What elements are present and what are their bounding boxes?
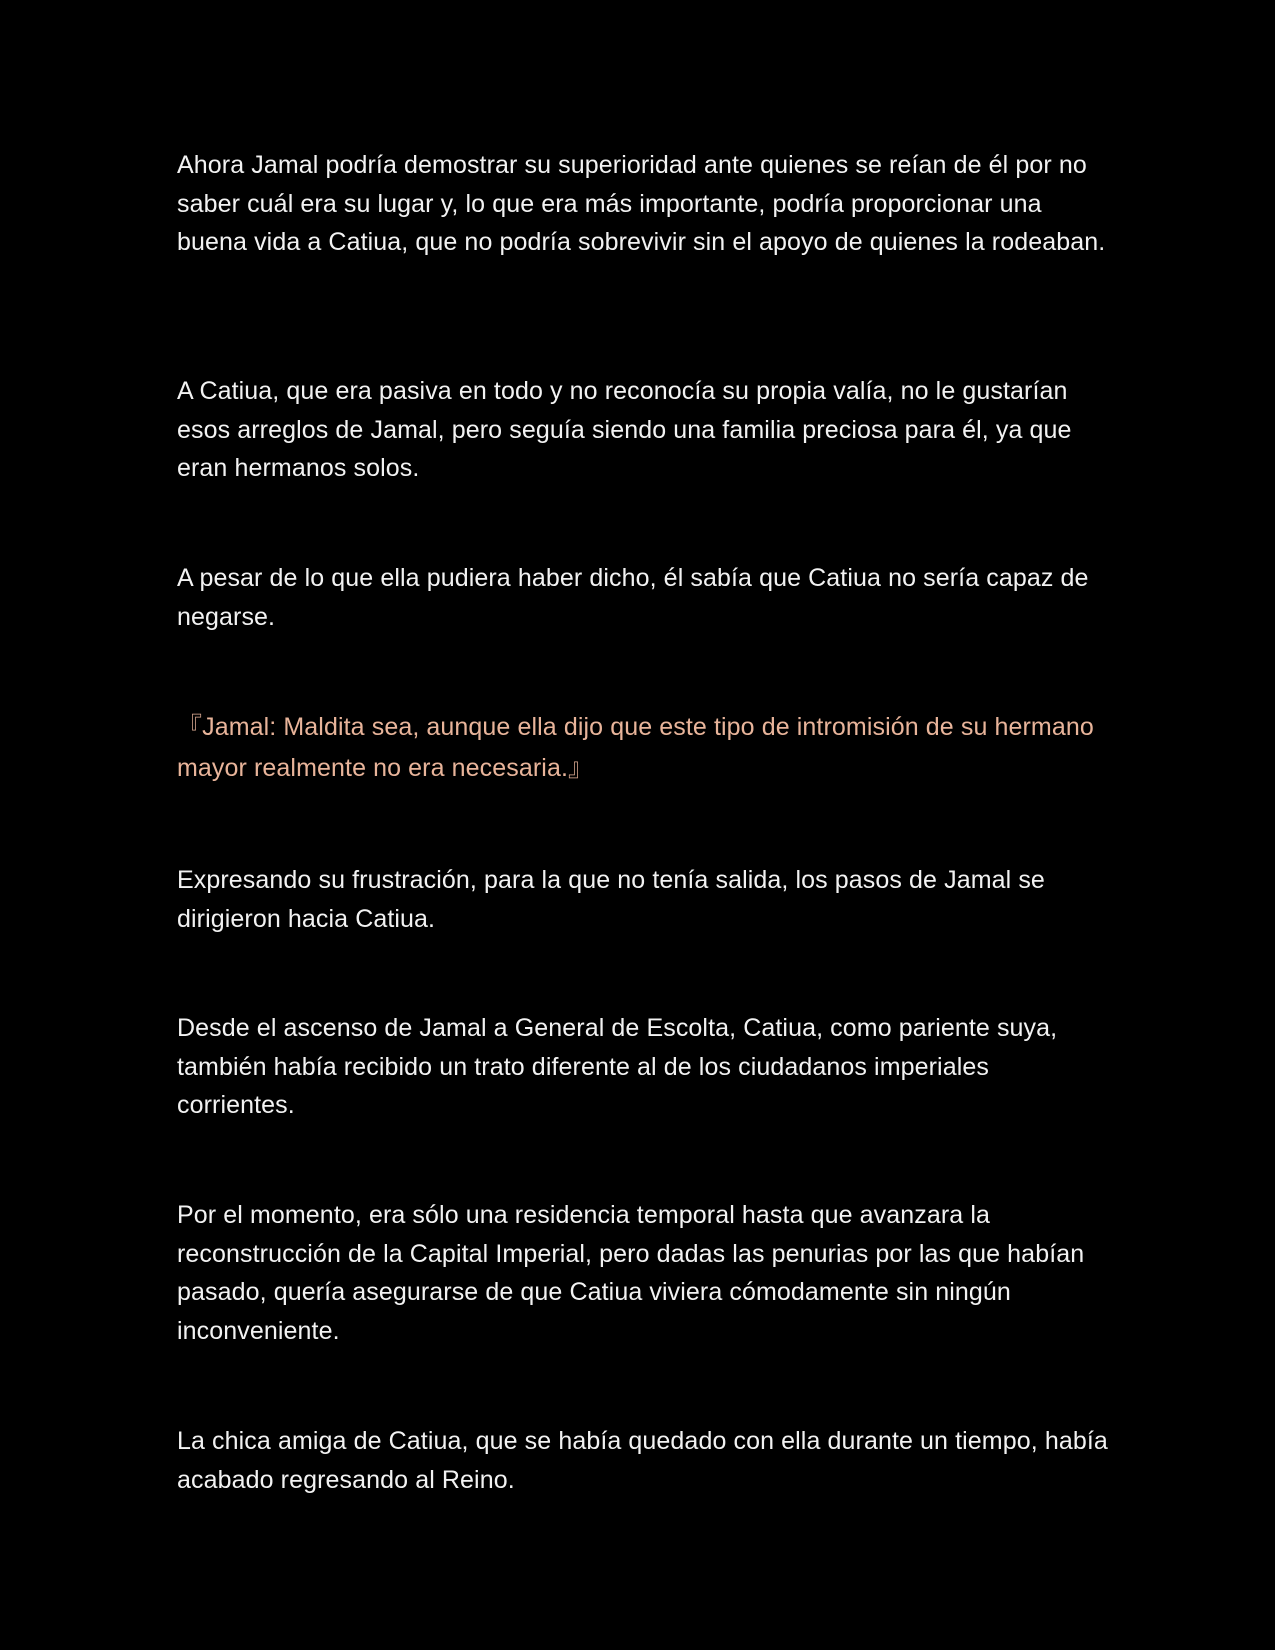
narration-paragraph: Desde el ascenso de Jamal a General de Escolta, Catiua, como pariente suya, también había recibido un trato diferente al de los ciudadanos imperiales corrientes. <box>177 1014 1058 1119</box>
narration-paragraph: A Catiua, que era pasiva en todo y no reconocía su propia valía, no le gustarían esos arreglos de Jamal, pero seguía siendo una familia preciosa para él, ya que eran hermanos solos. <box>177 377 1072 482</box>
narration-paragraph: La chica amiga de Catiua, que se había quedado con ella durante un tiempo, había acabado regresando al Reino. <box>177 1427 1108 1494</box>
dialogue-paragraph: 『Jamal: Maldita sea, aunque ella dijo que este tipo de intromisión de su hermano mayor realmente no era necesaria.』 <box>177 713 1094 782</box>
narration-paragraph: Por el momento, era sólo una residencia temporal hasta que avanzara la reconstrucción de la Capital Imperial, pero dadas las penurias por las que habían pasado, quería asegurarse de que Catiua viviera cómodamente sin ningún inconveniente. <box>177 1201 1085 1345</box>
narration-paragraph: Expresando su frustración, para la que no tenía salida, los pasos de Jamal se dirigieron hacia Catiua. <box>177 866 1045 933</box>
narration-paragraph: Ahora Jamal podría demostrar su superioridad ante quienes se reían de él por no saber cuál era su lugar y, lo que era más importante, podría proporcionar una buena vida a Catiua, que no podría sobrevivir sin el apoyo de quienes la rodeaban. <box>177 151 1106 256</box>
narration-paragraph: A pesar de lo que ella pudiera haber dicho, él sabía que Catiua no sería capaz de negarse. <box>177 564 1089 631</box>
